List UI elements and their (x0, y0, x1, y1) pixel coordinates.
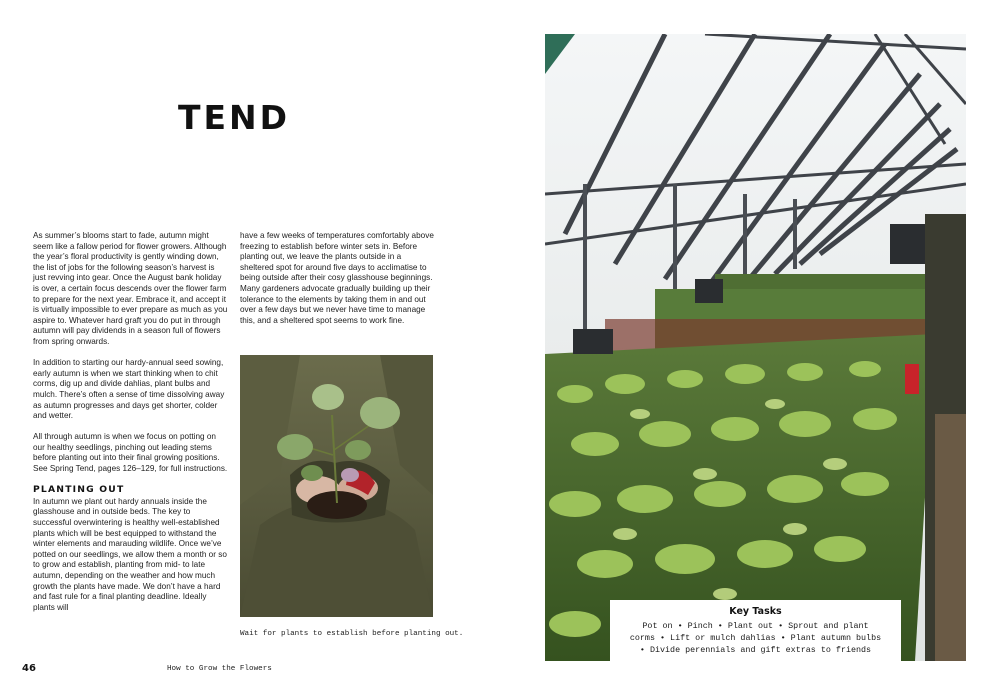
paragraph: As summer’s blooms start to fade, autumn might seem like a fallow period for flower growers. Although the year’s floral productivity is gently winding down, the list of jobs for the following season’s harvest is just revving into gear. Once the August bank holiday is over, a certain focus descends over the flower farm to prepare for the next year. Embrace it, and accept it is virtually impossible to ever prepare as much as you aspire to. Whatever hard graft you do put in through autumn will pay dividends in a season full of flowers from spring onwards. (33, 231, 228, 346)
key-tasks-line: • Divide perennials and gift extras to friends (639, 645, 872, 655)
text-column-left (33, 231, 229, 624)
seedling-hands-photo (240, 355, 433, 617)
page-number: 46 (22, 663, 36, 674)
key-tasks-title: Key Tasks (729, 606, 782, 617)
key-tasks-list (610, 620, 901, 656)
glasshouse-photo (545, 34, 966, 661)
running-footer: How to Grow the Flowers (167, 665, 272, 673)
paragraph: In autumn we plant out hardy annuals inside the glasshouse and in outside beds. The key to successful overwintering is healthy well-established plants which will be best equipped to withstand the winter elements and marauding wildlife. Once we’ve potted on our seedlings, we allow them a month or so to grow and establish, planting from mid- to late autumn, depending on the weather and how much growth the plants have made. We don’t have a hard and fast rule for a final planting deadline. Ideally plants will (33, 496, 227, 612)
key-tasks-line: corms • Lift or mulch dahlias • Plant autumn bulbs (629, 633, 882, 643)
key-tasks-box (610, 600, 901, 661)
text-column-right (240, 231, 434, 337)
photo-caption: Wait for plants to establish before planting out. (240, 630, 464, 638)
key-tasks-line: Pot on • Pinch • Plant out • Sprout and plant (642, 621, 869, 631)
paragraph: In addition to starting our hardy-annual seed sowing, early autumn is when we start thinking when to chit corms, dig up and divide dahlias, plant bulbs and mulch. There’s often a sense of time dissolving away as autumn progresses and days get shorter, colder and wetter. (33, 358, 225, 421)
page-title: TEND (178, 98, 291, 137)
paragraph: All through autumn is when we focus on potting on our healthy seedlings, pinching out leading stems before planting out into their final growing positions. See Spring Tend, pages 126–129, for full instructions. (33, 432, 228, 474)
section-subheading: PLANTING OUT (33, 484, 125, 496)
paragraph: have a few weeks of temperatures comfortably above freezing to establish before winter sets in. Before planting out, we leave the plants outside in a sheltered spot for around five days to acclimatise to being outside after their cosy glasshouse beginnings. Many gardeners advocate gradually building up their tolerance to the elements by taking them in and out over a few days but we never have time to manage this, and a sheltered spot seems to work fine. (240, 231, 434, 325)
